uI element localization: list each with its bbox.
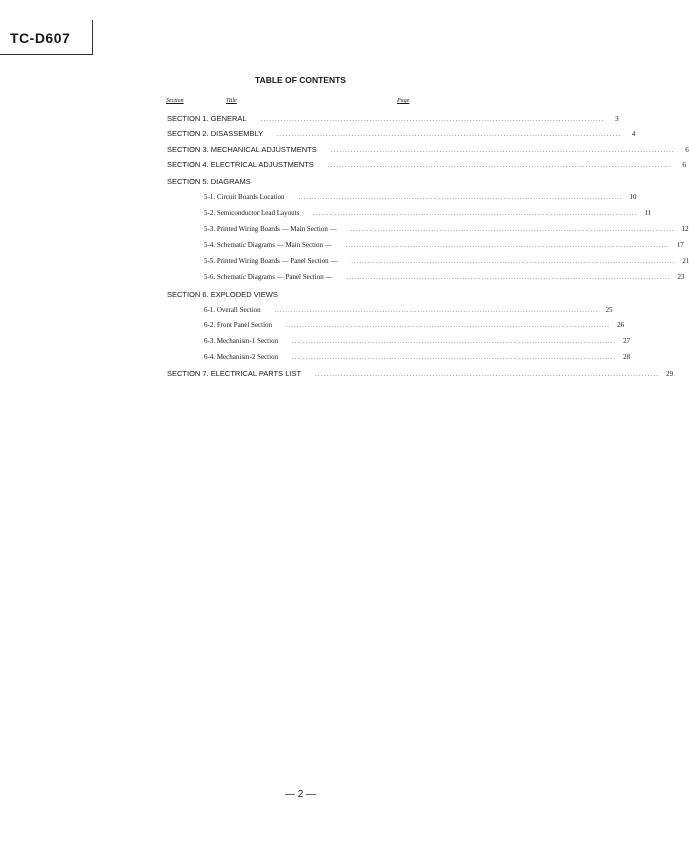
column-header-page: Page [397, 98, 410, 104]
dot-leader: ........................................................................................................................ [298, 195, 623, 201]
toc-entry-page: 23 [677, 273, 685, 281]
toc-entry-page: 27 [623, 337, 631, 345]
dot-leader: ........................................................................................................................ [292, 339, 617, 345]
toc-entry-page: 6 [685, 146, 689, 154]
toc-subsection-entry [204, 257, 689, 269]
dot-leader: ........................................................................................................................ [277, 132, 622, 138]
toc-entry-label: SECTION 6. EXPLODED VIEWS [167, 290, 278, 299]
toc-entry-page: 21 [682, 257, 689, 265]
toc-entry-page: 6 [682, 161, 686, 169]
toc-subsection-entry [204, 241, 684, 253]
toc-entry-page: 12 [681, 225, 689, 233]
toc-subsection-entry [204, 353, 631, 365]
toc-subsection-entry [204, 193, 637, 205]
toc-entry-page: 29 [666, 370, 674, 378]
toc-entry-label: SECTION 2. DISASSEMBLY [167, 129, 264, 138]
toc-entry-page: 10 [629, 193, 637, 201]
column-header-section: Section [166, 98, 184, 104]
dot-leader: ........................................................................................................................ [330, 148, 675, 154]
toc-entry-label: SECTION 7. ELECTRICAL PARTS LIST [167, 369, 302, 378]
dot-leader: ........................................................................................................................ [350, 227, 675, 233]
toc-entry-label: 5-2. Semiconductor Lead Layouts [204, 209, 300, 217]
dot-leader: ........................................................................................................................ [260, 117, 605, 123]
dot-leader: ........................................................................................................................ [345, 243, 670, 249]
toc-section-entry [167, 290, 412, 302]
toc-section-entry [167, 369, 674, 381]
toc-entry-label: SECTION 4. ELECTRICAL ADJUSTMENTS [167, 160, 314, 169]
toc-section-entry [167, 177, 412, 189]
toc-subsection-entry [204, 209, 652, 221]
toc-entry-page: 4 [631, 130, 636, 138]
page-number: — 2 — [284, 789, 317, 800]
dot-leader: ........................................................................................................................ [292, 355, 617, 361]
toc-entry-label: SECTION 1. GENERAL [167, 114, 247, 123]
toc-entry-label: SECTION 3. MECHANICAL ADJUSTMENTS [167, 145, 317, 154]
model-number: TC-D607 [10, 30, 71, 46]
toc-entry-page: 26 [617, 321, 625, 329]
toc-entry-label: 5-4. Schematic Diagrams — Main Section — [204, 241, 332, 249]
toc-section-entry [167, 114, 619, 126]
header-rule-vertical [92, 20, 93, 55]
toc-entry-label: 6-1. Overall Section [204, 306, 261, 314]
toc-entry-label: 5-1. Circuit Boards Location [204, 193, 285, 201]
dot-leader: ........................................................................................................................ [351, 259, 676, 265]
dot-leader: ........................................................................................................................ [274, 308, 599, 314]
dot-leader: ........................................................................................................................ [346, 275, 671, 281]
toc-entry-label: 6-2. Front Panel Section [204, 321, 273, 329]
toc-title: TABLE OF CONTENTS [255, 75, 346, 85]
model-header [0, 0, 92, 56]
dot-leader: ........................................................................................................................ [315, 372, 660, 378]
toc-entry-page: 25 [605, 306, 613, 314]
toc-entry-label: 5-5. Printed Wiring Boards — Panel Section — [204, 257, 338, 265]
toc-subsection-entry [204, 273, 685, 285]
header-rule [0, 54, 92, 55]
toc-subsection-entry [204, 306, 613, 318]
toc-entry-label: 6-4. Mechanism-2 Section [204, 353, 279, 361]
dot-leader: ........................................................................................................................ [327, 163, 672, 169]
toc-entry-page: 17 [676, 241, 684, 249]
toc-entry-label: 5-6. Schematic Diagrams — Panel Section — [204, 273, 333, 281]
dot-leader: ........................................................................................................................ [286, 323, 611, 329]
toc-entry-label: SECTION 5. DIAGRAMS [167, 177, 251, 186]
toc-subsection-entry [204, 337, 631, 349]
column-header-title: Title [226, 98, 237, 104]
toc-subsection-entry [204, 321, 625, 333]
toc-entry-page: 11 [644, 209, 652, 217]
toc-entry-page: 28 [623, 353, 631, 361]
toc-section-entry [167, 129, 636, 141]
toc-subsection-entry [204, 225, 689, 237]
toc-section-entry [167, 160, 686, 172]
dot-leader: ........................................................................................................................ [313, 211, 638, 217]
toc-entry-label: 5-3. Printed Wiring Boards — Main Section — [204, 225, 337, 233]
toc-entry-label: 6-3. Mechanism-1 Section [204, 337, 279, 345]
toc-entry-page: 3 [615, 115, 619, 123]
toc-section-entry [167, 145, 689, 157]
